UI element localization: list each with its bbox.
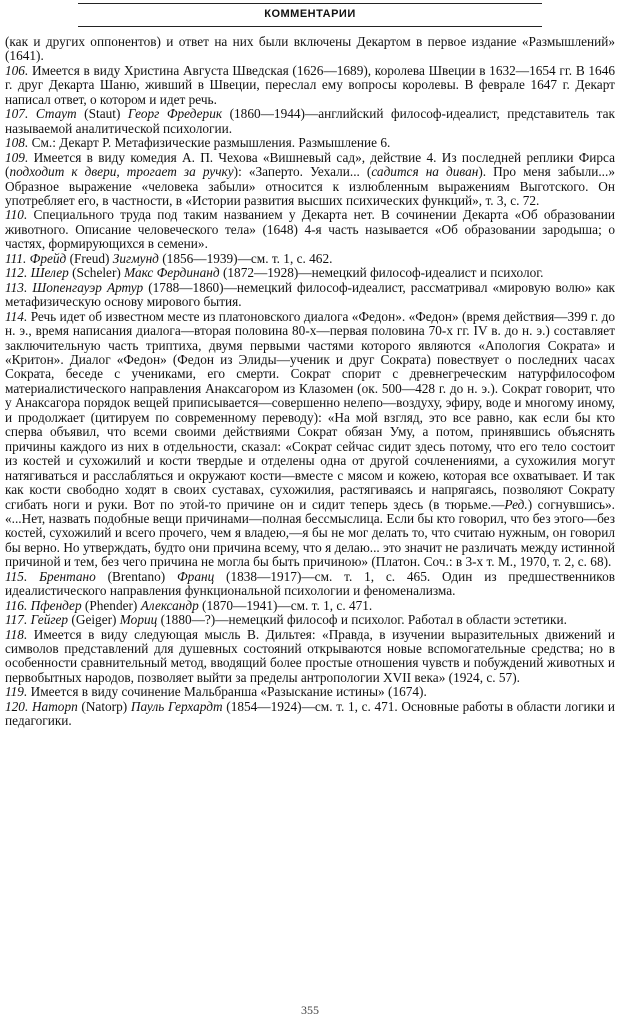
note-text: ): «Заперто. Уехали... ( [233, 164, 372, 180]
note-text: (1880—?)—немецкий философ и психолог. Работал в области эстетики. [157, 612, 567, 628]
header-rule-top [78, 3, 542, 4]
note-number: 115. [5, 568, 28, 584]
note-emphasis: Шелер [30, 265, 69, 281]
commentary-note [5, 281, 615, 310]
note-number: 113. [5, 279, 28, 295]
note-text: См.: Декарт Р. Метафизические размышления. Размышление 6. [28, 135, 391, 151]
note-emphasis: Франц [176, 568, 215, 584]
running-header: КОММЕНТАРИИ [264, 8, 356, 20]
note-number: 108. [5, 135, 29, 151]
note-text: (Brentano) [95, 568, 177, 584]
note-text [27, 569, 39, 584]
note-text: (1860—1944)—английский философ-идеалист, представитель так называемой аналитической психологии. [5, 106, 615, 136]
commentary-note [5, 252, 615, 266]
note-number: 119. [5, 684, 28, 700]
commentary-note [5, 151, 615, 209]
note-text: Имеется в виду сочинение Мальбранша «Разыскание истины» (1674). [27, 684, 427, 700]
note-text: ). Про меня забыли...» Образное выражение «человека забыли» относится к излюбленным выражениям Выготского. Он употребляет его, в частности, в «Истории развития высших психических функций», т. 3, с. 72. [5, 164, 615, 208]
note-number: 114. [5, 308, 28, 324]
note-number: 109. [5, 149, 29, 165]
commentary-note [5, 685, 615, 699]
note-text: (Freud) [66, 250, 113, 266]
note-emphasis: Брентано [39, 568, 96, 584]
note-text: (Natorp) [77, 698, 131, 714]
page-number: 355 [301, 1003, 319, 1017]
commentary-note [5, 266, 615, 280]
note-emphasis: Макс Фердинанд [124, 265, 220, 281]
commentary-note [5, 208, 615, 251]
note-emphasis: Пфендер [30, 597, 82, 613]
note-text: (1854—1924)—см. т. 1, с. 471. Основные работы в области логики и педагогики. [5, 698, 615, 729]
note-number: 120. [5, 698, 29, 714]
note-text: (Scheler) [68, 265, 125, 281]
commentary-note [5, 64, 615, 107]
commentary-note [5, 599, 615, 613]
note-text [28, 106, 36, 121]
commentary-note [5, 35, 615, 64]
note-text: (Staut) [76, 106, 128, 122]
note-emphasis: Гейгер [30, 612, 69, 628]
note-text: Имеется в виду комедия А. П. Чехова «Вишневый сад», действие 4. Из последней реплики Фирса ( [5, 149, 615, 180]
note-emphasis: Георг Фредерик [127, 106, 223, 122]
commentary-text [5, 35, 615, 995]
note-text: (1870—1941)—см. т. 1, с. 471. [198, 597, 373, 613]
note-number: 107. [5, 106, 29, 122]
note-text: (как и других оппонентов) и ответ на них были включены Декартом в первое издание «Размышлений» (1641). [5, 35, 615, 64]
note-emphasis: Мориц [119, 612, 158, 628]
commentary-note [5, 136, 615, 150]
note-text: Имеется в виду Христина Августа Шведская (1626—1689), королева Швеции в 1632—1654 гг. В 1646 г. друг Декарта Шаню, живший в Швеции, переслал ему вопросы королевы. В феврале 1647 г. Декарт написал ответ, о котором и идет речь. [5, 62, 615, 107]
note-text: Речь идет об известном месте из платоновского диалога «Федон». «Федон» (время действия—399 г. до н. э., время написания диалога—вторая половина 80-х—первая половина 70-х гг. IV в. до н. э.) составляет заключительную часть триптиха, двумя первыми частями которого являются «Апология Сократа» и «Критон». Диалог «Федон» (Федон из Элиды—ученик и друг Сократа) повествует о последних часах Сократа, беседе с учениками, его смерти. Сократ спорит с древнегреческим натурфилософом материалистического направления Анаксагором из Клазомен (ок. 500—428 г. до н. э.). Сократ говорит, что у Анаксагора порядок вещей приписывается—совершенно нелепо—воздуху, эфиру, воде и многому иному, и продолжает (цитируем по современному переводу): «На мой взгляд, это все равно, как если бы кто сперва объявил, что всеми своими действиями Сократ обязан Уму, а потом, принявшись объяснять причины каждого из них в отдельности, сказал: «Сократ сейчас сидит здесь потому, что его тело состоит из костей и сухожилий и кости твердые и отделены одна от другой сочленениями, а сухожилия могут натягиваться и расслабляться и окружают кости—вместе с мясом и кожею, которая все охватывает. И так как кости свободно ходят в своих суставах, сухожилия, растягиваясь и напрягаясь, позволяют Сократу сгибать ноги и руки. Вот по этой-то причине он и сидит теперь здесь (в тюрьме.— [5, 308, 615, 512]
note-emphasis: Шопенгауэр Артур [32, 279, 144, 295]
note-text: Имеется в виду следующая мысль В. Дильтея: «Правда, в изучении выразительных движений и символов представлений для душевных состояний открываются новые вспомогательные средства; но в особенности сравнительный метод, вводящий более простые отношения чувств и побуждений животных и первобытных народов, позволяет выйти за пределы антропологии XVII века» (1924, с. 57). [5, 626, 615, 685]
note-text: (Phender) [81, 597, 141, 613]
note-emphasis: Зигмунд [112, 250, 159, 266]
note-number: 116. [5, 597, 28, 613]
note-text: (1838—1917)—см. т. 1, с. 465. Один из предшественников идеалистического направления функциональной психологии и феноменализма. [5, 568, 615, 599]
commentary-note [5, 700, 615, 729]
note-text: ) согнувшись». «...Нет, назвать подобные вещи причинами—полная бессмыслица. Если бы кто говорил, что без этого—без костей, сухожилий и всего прочего, чем я владею,—я бы не мог делать то, что считаю нужным, он говорил бы верно. Но утверждать, будто они причина всему, что я делаю... это значит не различать между истинной причиной и тем, без чего причина не могла бы быть причиною» (Платон. Соч.: в 3-х т. М., 1970, т. 2, с. 68). [5, 496, 615, 570]
note-emphasis: Стаут [35, 106, 77, 122]
commentary-note [5, 628, 615, 686]
note-number: 106. [5, 62, 29, 78]
note-text: (1856—1939)—см. т. 1, с. 462. [158, 250, 333, 266]
note-emphasis: подходит к двери, трогает за ручку [9, 164, 234, 180]
note-number: 117. [5, 612, 28, 628]
note-text: Специального труда под таким названием у Декарта нет. В сочинении Декарта «Об образовании животного. Описание человеческого тела» (1648) 4-я часть называется «Об образовании зародыша; о частях, формирующихся в семени». [5, 207, 615, 252]
note-emphasis: садится на диван [371, 164, 479, 180]
note-text: (1872—1928)—немецкий философ-идеалист и психолог. [219, 265, 544, 281]
note-number: 118. [5, 626, 28, 642]
note-number: 110. [5, 207, 28, 223]
note-emphasis: Пауль Герхардт [130, 698, 223, 714]
note-emphasis: Фрейд [29, 250, 67, 266]
commentary-note [5, 310, 615, 570]
note-text: (1788—1860)—немецкий философ-идеалист, рассматривал «мировую волю» как метафизическую основу мирового бытия. [5, 279, 615, 310]
commentary-note [5, 107, 615, 136]
commentary-note [5, 570, 615, 599]
note-text: (Geiger) [68, 612, 120, 628]
note-emphasis: Наторп [31, 698, 78, 714]
header-rule-bottom [78, 26, 542, 27]
commentary-note [5, 613, 615, 627]
note-emphasis: Ред. [504, 496, 528, 512]
note-number: 111. [5, 250, 27, 266]
note-number: 112. [5, 265, 28, 281]
note-emphasis: Александр [140, 597, 199, 613]
